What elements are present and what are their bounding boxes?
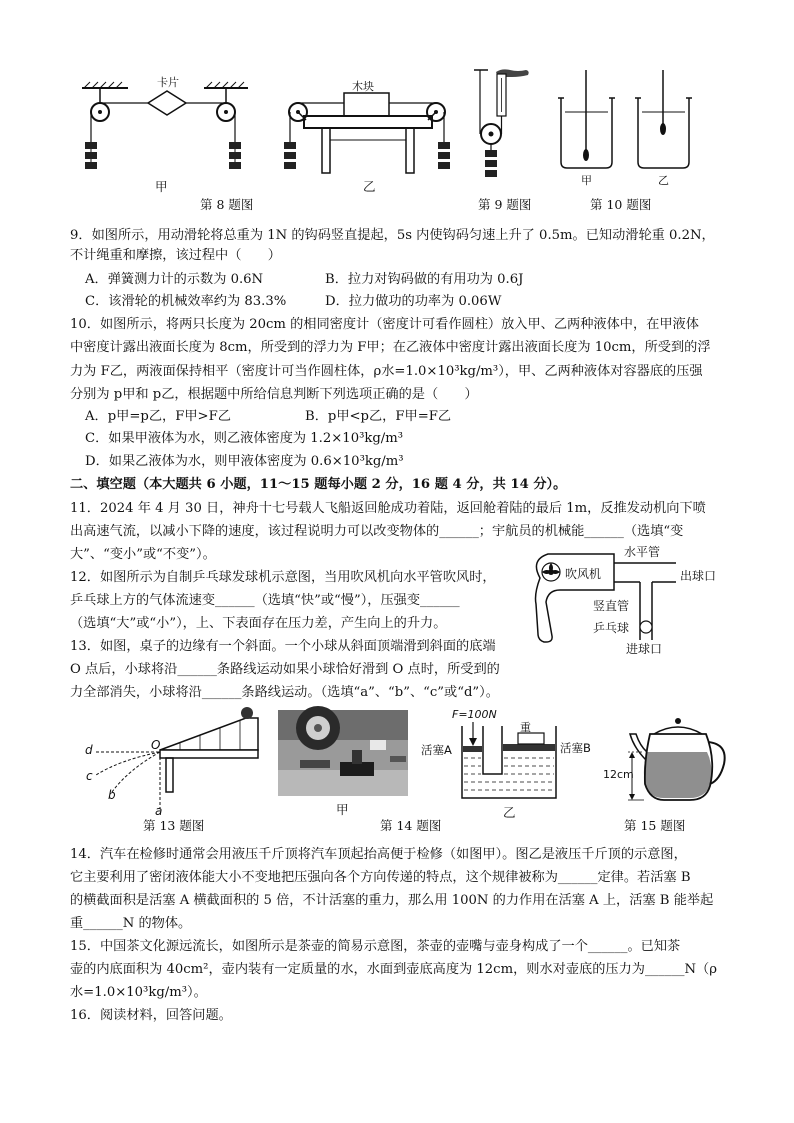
fig15-caption: 第 15 题图 bbox=[624, 818, 686, 833]
section2-title: 二、填空题（本大题共 6 小题，11～15 题每小题 2 分，16 题 4 分，共 14 分）。 bbox=[70, 477, 567, 492]
q15-line2: 壶的内底面积为 40cm²，壶内装有一定质量的水，水面到壶底高度为 12cm，则水对壶底的压力为______N（ρ bbox=[70, 962, 717, 977]
q9-line1: 9．如图所示，用动滑轮将总重为 1N 的钩码竖直提起，5s 内使钩码匀速上升了 0.5m。已知动滑轮重 0.2N， bbox=[70, 228, 715, 243]
fig13-label-c: c bbox=[86, 769, 93, 783]
q16-line1: 16．阅读材料，回答问题。 bbox=[70, 1008, 232, 1023]
fig9-caption: 第 9 题图 bbox=[478, 197, 532, 212]
fig8-wood-label: 木块 bbox=[352, 80, 374, 93]
q10-option-a: A．p甲=p乙，F甲>F乙 bbox=[85, 409, 231, 424]
fig14-piston-a-label: 活塞A bbox=[421, 743, 452, 757]
q10-line1: 10．如图所示，将两只长度为 20cm 的相同密度计（密度计可看作圆柱）放入甲、乙两种液体中，在甲液体 bbox=[70, 317, 699, 332]
fig14-weight-label: 重 bbox=[520, 721, 531, 734]
q10-option-d: D．如果乙液体为水，则甲液体密度为 0.6×10³kg/m³ bbox=[85, 454, 404, 469]
fig14-caption: 第 14 题图 bbox=[380, 818, 442, 833]
q14-line1: 14．汽车在检修时通常会用液压千斤顶将汽车顶起抬高便于检修（如图甲）。图乙是液压千斤顶的示意图， bbox=[70, 847, 687, 862]
q10-line3: 力为 F乙，两液面保持相平（密度计可当作圆柱体，ρ水=1.0×10³kg/m³），甲、乙两种液体对容器底的压强 bbox=[70, 364, 703, 379]
q13-line1: 13．如图，桌子的边缘有一个斜面。一个小球从斜面顶端滑到斜面的底端 bbox=[70, 639, 496, 654]
q13-line3: 力全部消失，小球将沿______条路线运动。（选填“a”、“b”、“c”或“d”）。 bbox=[70, 685, 499, 700]
fig8-caption: 第 8 题图 bbox=[200, 197, 254, 212]
fig12-blower-label: 吹风机 bbox=[565, 567, 602, 581]
fig14-sub-b: 乙 bbox=[503, 805, 516, 820]
fig12-ball-label: 乒乓球 bbox=[593, 621, 630, 635]
fig8-card-label: 卡片 bbox=[157, 76, 179, 89]
fig15-height-label: 12cm bbox=[603, 768, 634, 781]
fig8-sub-b: 乙 bbox=[363, 179, 376, 194]
fig12-outlet-label: 出球口 bbox=[680, 569, 717, 583]
q12-line3: （选填“大”或“小”），上、下表面存在压力差，产生向上的升力。 bbox=[70, 616, 447, 631]
fig10-caption: 第 10 题图 bbox=[590, 197, 652, 212]
q11-line3: 大”、“变小”或“不变”）。 bbox=[70, 547, 216, 562]
fig14-sub-a: 甲 bbox=[336, 802, 349, 817]
fig13-caption: 第 13 题图 bbox=[143, 818, 205, 833]
q13-line2: O 点后，小球将沿______条路线运动如果小球恰好滑到 O 点时，所受到的 bbox=[70, 662, 500, 677]
q14-line4: 重______N 的物体。 bbox=[70, 916, 192, 931]
fig14-force-label: F=100N bbox=[452, 708, 497, 721]
fig13-label-a: a bbox=[155, 804, 163, 818]
q15-line3: 水=1.0×10³kg/m³）。 bbox=[70, 985, 207, 1000]
q9-option-c: C．该滑轮的机械效率约为 83.3% bbox=[85, 294, 287, 309]
q15-line1: 15．中国茶文化源远流长，如图所示是茶壶的简易示意图，茶壶的壶嘴与壶身构成了一个______。已知茶 bbox=[70, 939, 681, 954]
q14-line2: 它主要利用了密闭液体能大小不变地把压强向各个方向传递的特点，这个规律被称为______定律。若活塞 B bbox=[70, 870, 691, 885]
q9-option-a: A．弹簧测力计的示数为 0.6N bbox=[85, 272, 264, 287]
q9-option-d: D．拉力做功的功率为 0.06W bbox=[325, 294, 502, 309]
fig13-label-d: d bbox=[85, 743, 93, 757]
fig13-label-b: b bbox=[108, 788, 116, 802]
q14-line3: 的横截面积是活塞 A 横截面积的 5 倍，不计活塞的重力，那么用 100N 的力作用在活塞 A 上，活塞 B 能举起 bbox=[70, 893, 714, 908]
q12-line2: 乒乓球上方的气体流速变______（选填“快”或“慢”），压强变______ bbox=[70, 593, 460, 608]
fig12-vpipe-label: 竖直管 bbox=[593, 599, 630, 613]
fig14-piston-b-label: 活塞B bbox=[560, 741, 591, 755]
fig12-inlet-label: 进球口 bbox=[626, 642, 663, 656]
fig12-hpipe-label: 水平管 bbox=[624, 545, 661, 559]
q10-line4: 分别为 p甲和 p乙，根据题中所给信息判断下列选项正确的是（ ） bbox=[70, 387, 478, 402]
fig8-sub-a: 甲 bbox=[155, 179, 168, 194]
q11-line2: 出高速气流，以减小下降的速度，该过程说明力可以改变物体的______；宇航员的机械能______（选填“变 bbox=[70, 524, 684, 539]
q10-line2: 中密度计露出液面长度为 8cm，所受到的浮力为 F甲；在乙液体中密度计露出液面长度为 10cm，所受到的浮 bbox=[70, 340, 711, 355]
q10-option-c: C．如果甲液体为水，则乙液体密度为 1.2×10³kg/m³ bbox=[85, 431, 404, 446]
q9-option-b: B．拉力对钩码做的有用功为 0.6J bbox=[325, 272, 524, 287]
q11-line1: 11．2024 年 4 月 30 日，神舟十七号载人飞船返回舱成功着陆，返回舱着陆的最后 1m，反推发动机向下喷 bbox=[70, 501, 706, 516]
fig10-sub-b: 乙 bbox=[658, 174, 669, 187]
q12-line1: 12．如图所示为自制乒乓球发球机示意图，当用吹风机向水平管吹风时， bbox=[70, 570, 496, 585]
fig13-label-o: O bbox=[151, 738, 161, 752]
q10-option-b: B．p甲<p乙，F甲=F乙 bbox=[305, 409, 452, 424]
fig10-sub-a: 甲 bbox=[581, 174, 592, 187]
q9-line2: 不计绳重和摩擦，该过程中（ ） bbox=[70, 248, 281, 263]
